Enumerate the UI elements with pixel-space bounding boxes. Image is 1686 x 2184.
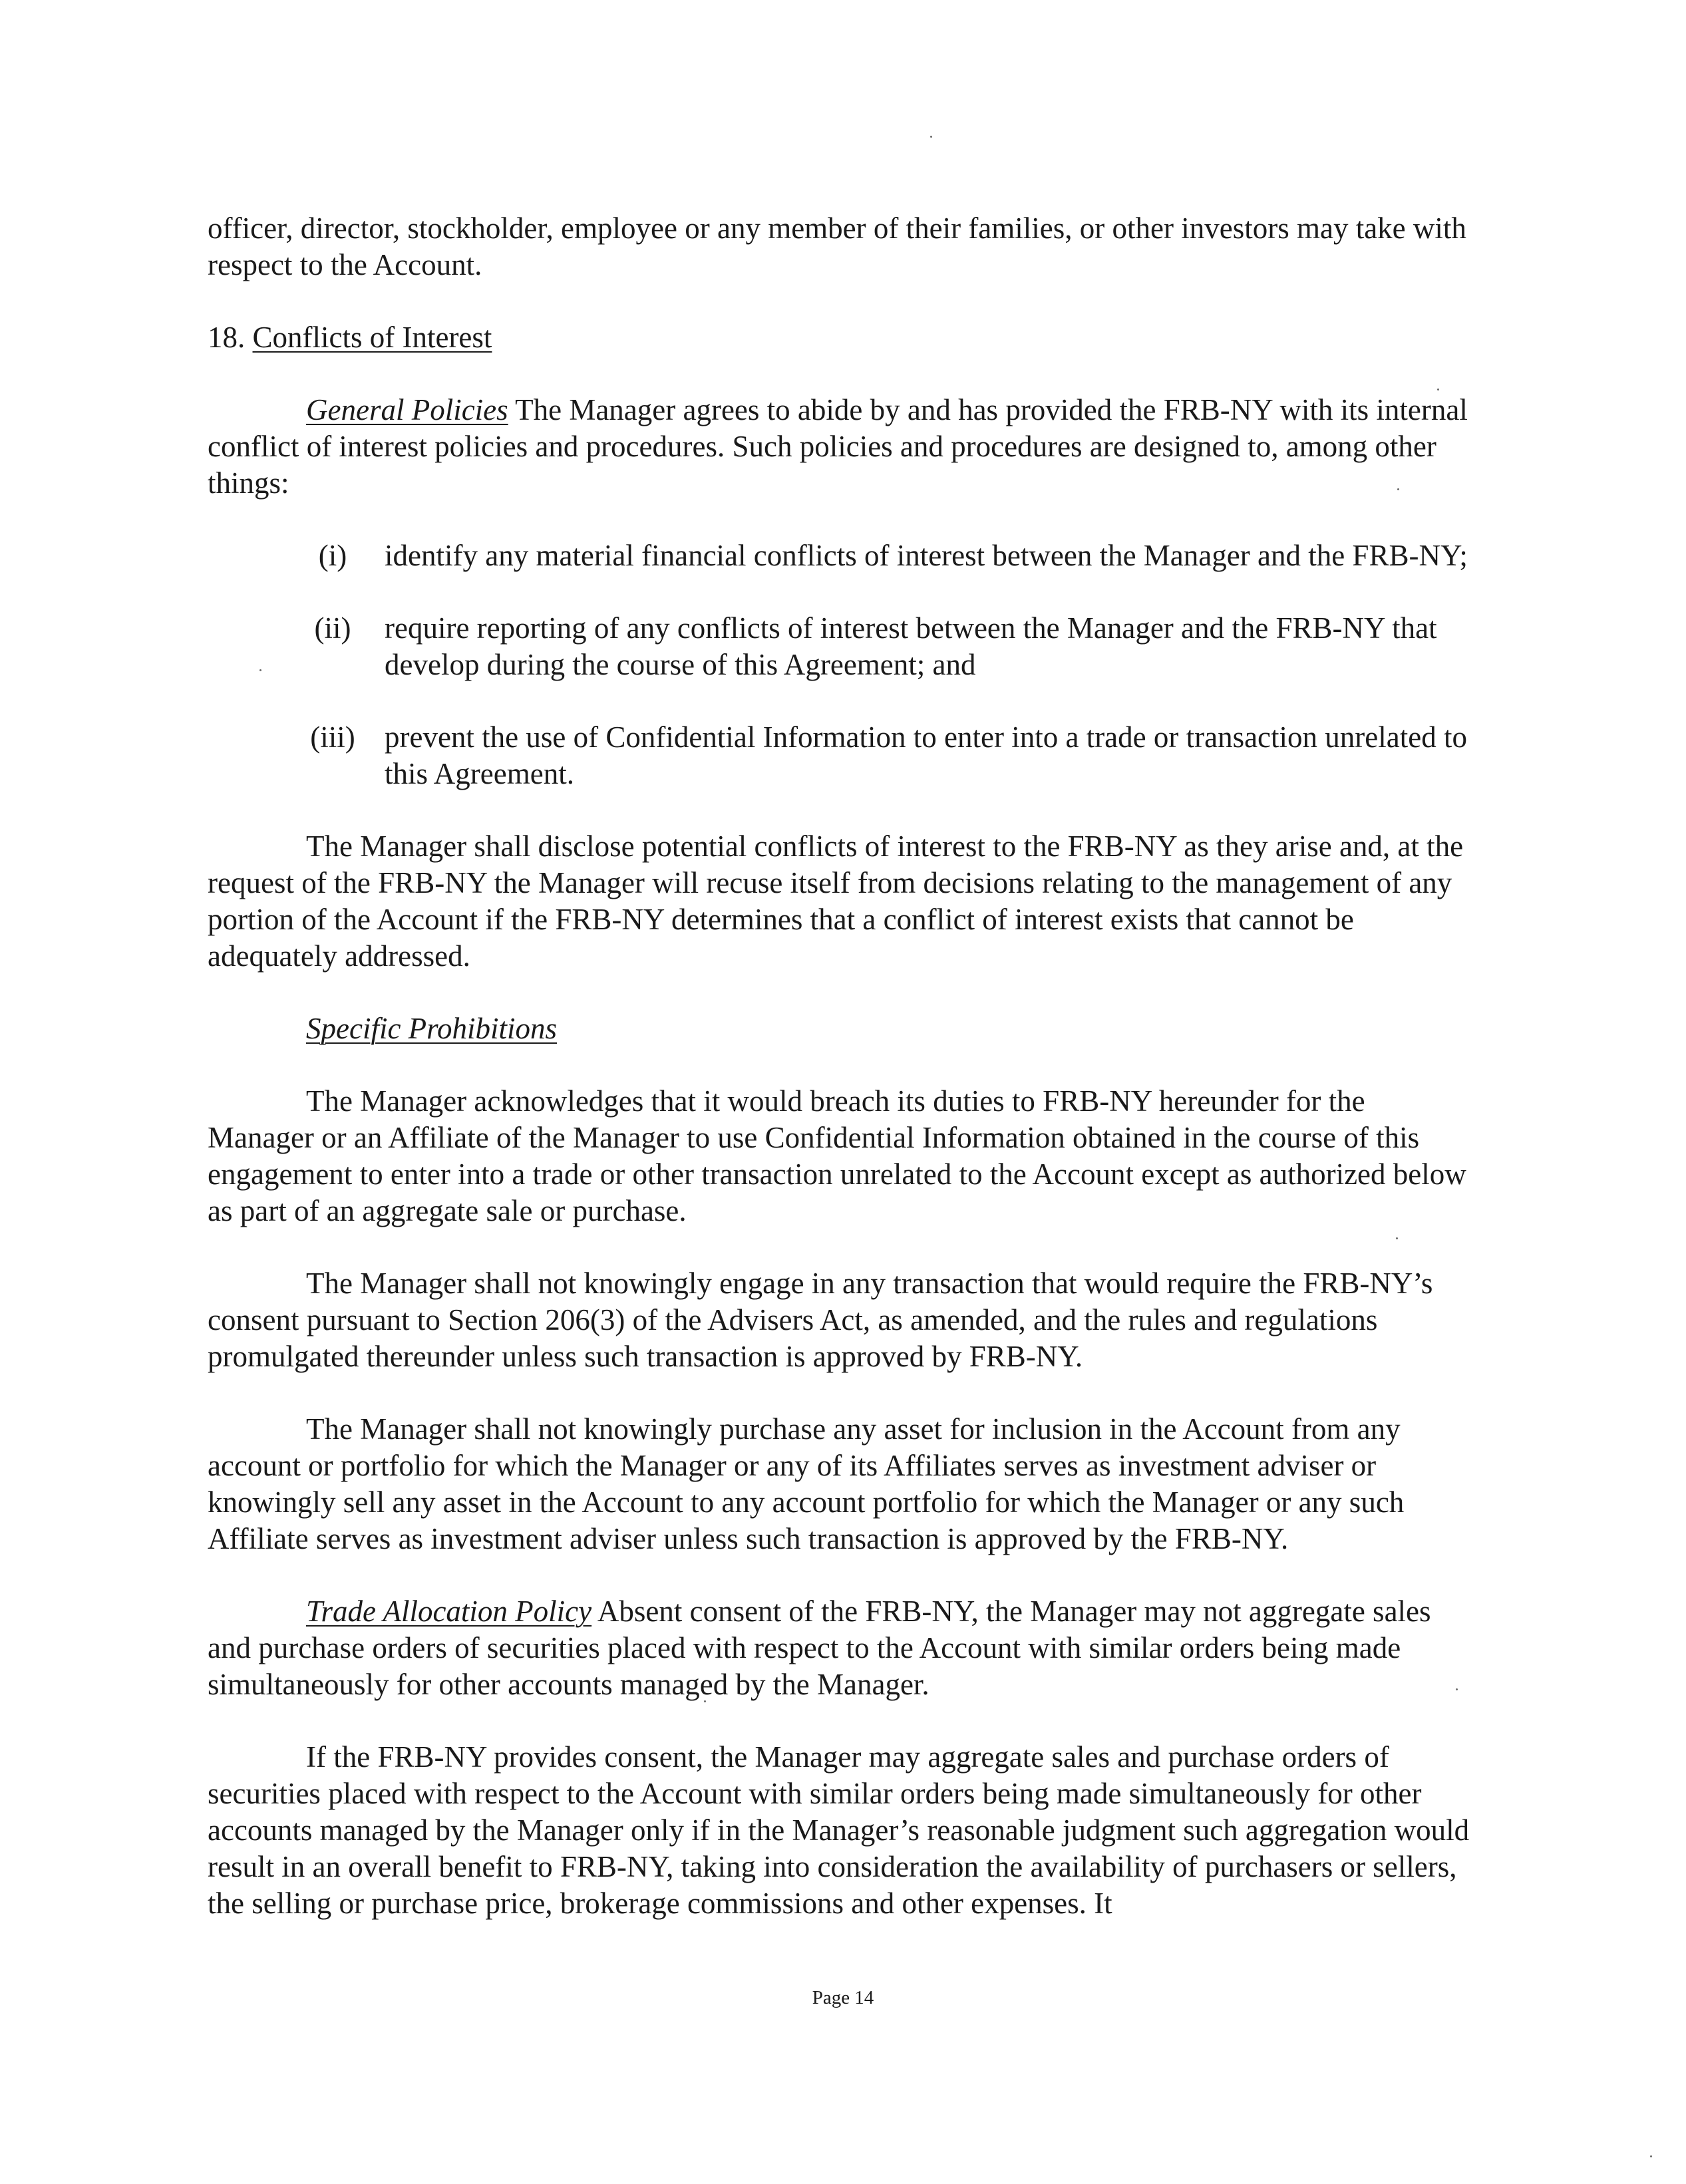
section-number: 18. <box>208 321 253 354</box>
intro-paragraph: officer, director, stockholder, employee or any member of their families, or other investors may take with respect to the Account. <box>208 212 1466 281</box>
disclosure-paragraph: The Manager shall disclose potential conflicts of interest to the FRB-NY as they arise and, at the request of the FRB-NY the Manager will recuse itself from decisions relating to the management of any portion of the Account if the FRB-NY determines that a conflict of interest exists that cannot be adequately addressed. <box>208 830 1464 973</box>
page-number: Page 14 <box>812 1987 874 2008</box>
list-marker: (iii) <box>310 720 355 754</box>
specific-prohibitions-label: Specific Prohibitions <box>306 1012 558 1045</box>
list-text: prevent the use of Confidential Information to enter into a trade or transaction unrelated to this Agreement. <box>385 720 1467 790</box>
general-policies-label: General Policies <box>306 393 508 426</box>
prohibition-paragraph: The Manager shall not knowingly engage in any transaction that would require the FRB-NY’s consent pursuant to Section 206(3) of the Advisers Act, as amended, and the rules and regulations promulgated thereunder unless such transaction is approved by FRB-NY. <box>208 1267 1433 1373</box>
trade-allocation-text: Absent consent of the FRB-NY, the Manager may not aggregate sales and purchase orders of securities placed with respect to the Account with similar orders being made simultaneously for other accounts managed by the Manager. <box>208 1595 1431 1701</box>
prohibition-paragraph: The Manager shall not knowingly purchase any asset for inclusion in the Account from any account or portfolio for which the Manager or any of its Affiliates serves as investment adviser or knowingly sell any asset in the Account to any account portfolio for which the Manager or any such Affiliate serves as investment adviser unless such transaction is approved by the FRB-NY. <box>208 1412 1405 1555</box>
general-policies-text: The Manager agrees to abide by and has provided the FRB-NY with its internal conflict of interest policies and procedures. Such policies and procedures are designed to, among other things: <box>208 393 1468 500</box>
list-text: require reporting of any conflicts of interest between the Manager and the FRB-NY that develop during the course of this Agreement; and <box>385 611 1437 681</box>
specific-prohibitions-heading <box>208 1011 1478 1047</box>
scan-speck <box>930 136 932 138</box>
section-title: Conflicts of Interest <box>252 321 492 354</box>
consent-paragraph: If the FRB-NY provides consent, the Manager may aggregate sales and purchase orders of securities placed with respect to the Account with similar orders being made simultaneously for other accounts managed by the Manager only if in the Manager’s reasonable judgment such aggregation would result in an overall benefit to FRB-NY, taking into consideration the availability of purchasers or sellers, the selling or purchase price, brokerage commissions and other expenses. It <box>208 1740 1470 1920</box>
document-body <box>208 210 1478 1922</box>
policy-list <box>208 538 1478 792</box>
list-marker: (i) <box>318 539 347 572</box>
scan-speck <box>1650 2155 1652 2157</box>
list-text: identify any material financial conflicts of interest between the Manager and the FRB-NY; <box>385 539 1468 572</box>
list-item <box>208 538 1478 574</box>
section-heading <box>208 319 1478 356</box>
page-footer <box>0 1986 1686 2009</box>
trade-allocation-paragraph <box>208 1593 1478 1703</box>
trade-allocation-label: Trade Allocation Policy <box>306 1595 592 1628</box>
list-item <box>208 719 1478 792</box>
general-policies-paragraph <box>208 392 1478 502</box>
list-marker: (ii) <box>314 611 351 645</box>
prohibition-paragraph: The Manager acknowledges that it would breach its duties to FRB-NY hereunder for the Manager or an Affiliate of the Manager to use Confidential Information obtained in the course of this engagement to enter into a trade or other transaction unrelated to the Account except as authorized below as part of an aggregate sale or purchase. <box>208 1084 1466 1227</box>
list-item <box>208 610 1478 683</box>
